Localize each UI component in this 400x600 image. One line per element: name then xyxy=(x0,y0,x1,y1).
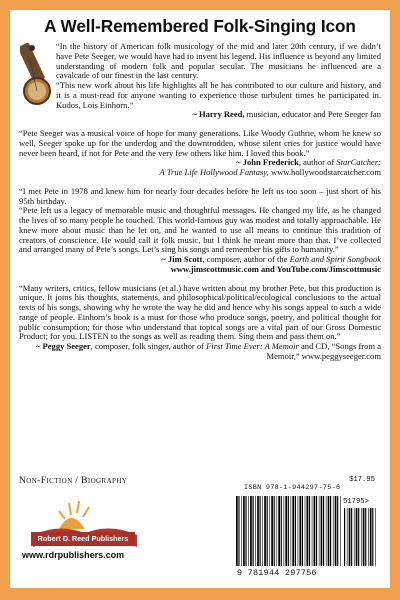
category-label: Non-Fiction / Biography xyxy=(19,476,128,486)
isbn: ISBN 978-1-944297-75-6 xyxy=(244,484,341,492)
attribution-role-2: and CD, “Songs from a Memoir,” xyxy=(266,341,381,361)
book-title: StarCatcher: xyxy=(336,157,381,168)
attribution-name: ~ Peggy Seeger xyxy=(35,341,91,351)
publisher-url: www.rdrpublishers.com xyxy=(22,550,125,560)
publisher-name: Robert D. Reed Publishers xyxy=(31,532,135,546)
attribution-peggy xyxy=(19,342,381,362)
book-title: First Time Ever: A Memoir xyxy=(206,341,299,351)
blurb-john-frederick xyxy=(19,129,381,178)
book-title: Earth and Spirit Songbook xyxy=(289,254,381,264)
blurb-jim-quote-2: “Pete left us a legacy of memorable music and thoughtful messages. He changed my life, as he changed the lives of so many people he touched. This world-famous guy was modest and totally approachable. He knew more about music than he let on, and he wanted to use all means to continue this tradition of creators of conscience. He would call it folk music, but I think he meant more than that. I’ve collected and arranged many of Pete’s songs. Let’s sing his songs and remember his gifts to humanity.” xyxy=(19,205,381,255)
barcode-digits: 9 781944 297756 xyxy=(237,568,317,578)
attribution-john-2 xyxy=(19,168,381,178)
blurb-peggy-quote: “Many writers, critics, fellow musicians (et al.) have written about my brother Pete, but this production is unique. It joins his thoughts, statements, and philosophical/political/ecological conclusions to the actual texts of his songs, showing why he wrote the way he did and hence why his songs appeal to such a wide range of people. Einhorn’s book is a must for those who produce songs, poetry, and political thought for public consumption; for those who understand that topical songs are a vital part of our Gross Domestic Product; for you. LISTEN to the songs as well as reading them. Sing them and pass them on.” xyxy=(19,282,381,342)
headline: A Well-Remembered Folk-Singing Icon xyxy=(44,16,356,36)
blurb-jim-scott xyxy=(19,187,381,275)
price: $17.95 xyxy=(349,476,375,484)
website-link: www.hollywoodstarcatcher.com xyxy=(268,167,381,177)
book-subtitle: A True Life Hollywood Fantasy, xyxy=(159,167,269,177)
attribution-name: ~ Harry Reed, xyxy=(192,109,245,120)
barcode-icon xyxy=(235,496,341,566)
blurb-john-quote: “Pete Seeger was a musical voice of hope for many generations. Like Woody Guthrie, whom he knew so well, Seeger spoke up for the underdog and the downtrodden, whose silent cries for justice would have never been heard, if not for Pete and the very few others like him. I loved this book.” xyxy=(19,128,381,158)
attribution-role: musician, educator and Pete Seeger fan xyxy=(244,109,381,120)
blurb-harry-quote: “In the history of American folk musicology of the mid and later 20th century, if we didn’t have Pete Seeger, we would have had to invent his legend. His influence is beyond any limited understanding of modern folk and popular secular. The musicians he influenced are a cavalcade of our finest in the last century. xyxy=(56,41,381,81)
cover-footer xyxy=(19,474,381,588)
price-code: 51795> xyxy=(343,498,369,506)
website-links: www.jimscottmusic.com and YouTube.com/Jimscottmusic xyxy=(170,263,381,274)
attribution-harry xyxy=(19,110,381,120)
attribution-role: , composer, folk singer, author of xyxy=(90,341,207,351)
attribution-role: , author of xyxy=(298,157,337,168)
banjo-icon xyxy=(20,42,51,110)
blurb-harry-quote-2: “This new work about his life highlights all he has contributed to our culture and history, and it is a must-read for anyone wanting to experience those turbulent times he participated in. Kudos, Lois Einhorn.” xyxy=(56,80,381,110)
blurb-harry-reed xyxy=(19,42,381,120)
text-panel xyxy=(10,10,390,588)
price-barcode-icon xyxy=(343,508,377,566)
attribution-role: , composer, author of the xyxy=(202,254,290,264)
attribution-name: ~ John Frederick xyxy=(236,157,299,168)
blurb-peggy-seeger xyxy=(19,284,381,362)
blurb-jim-quote: “I met Pete in 1978 and knew him for nearly four decades before he left us too soon – just short of his 95th birthday. xyxy=(19,185,381,206)
attribution-name: ~ Jim Scott xyxy=(161,254,203,264)
website-link: www.peggyseeger.com xyxy=(301,350,381,361)
